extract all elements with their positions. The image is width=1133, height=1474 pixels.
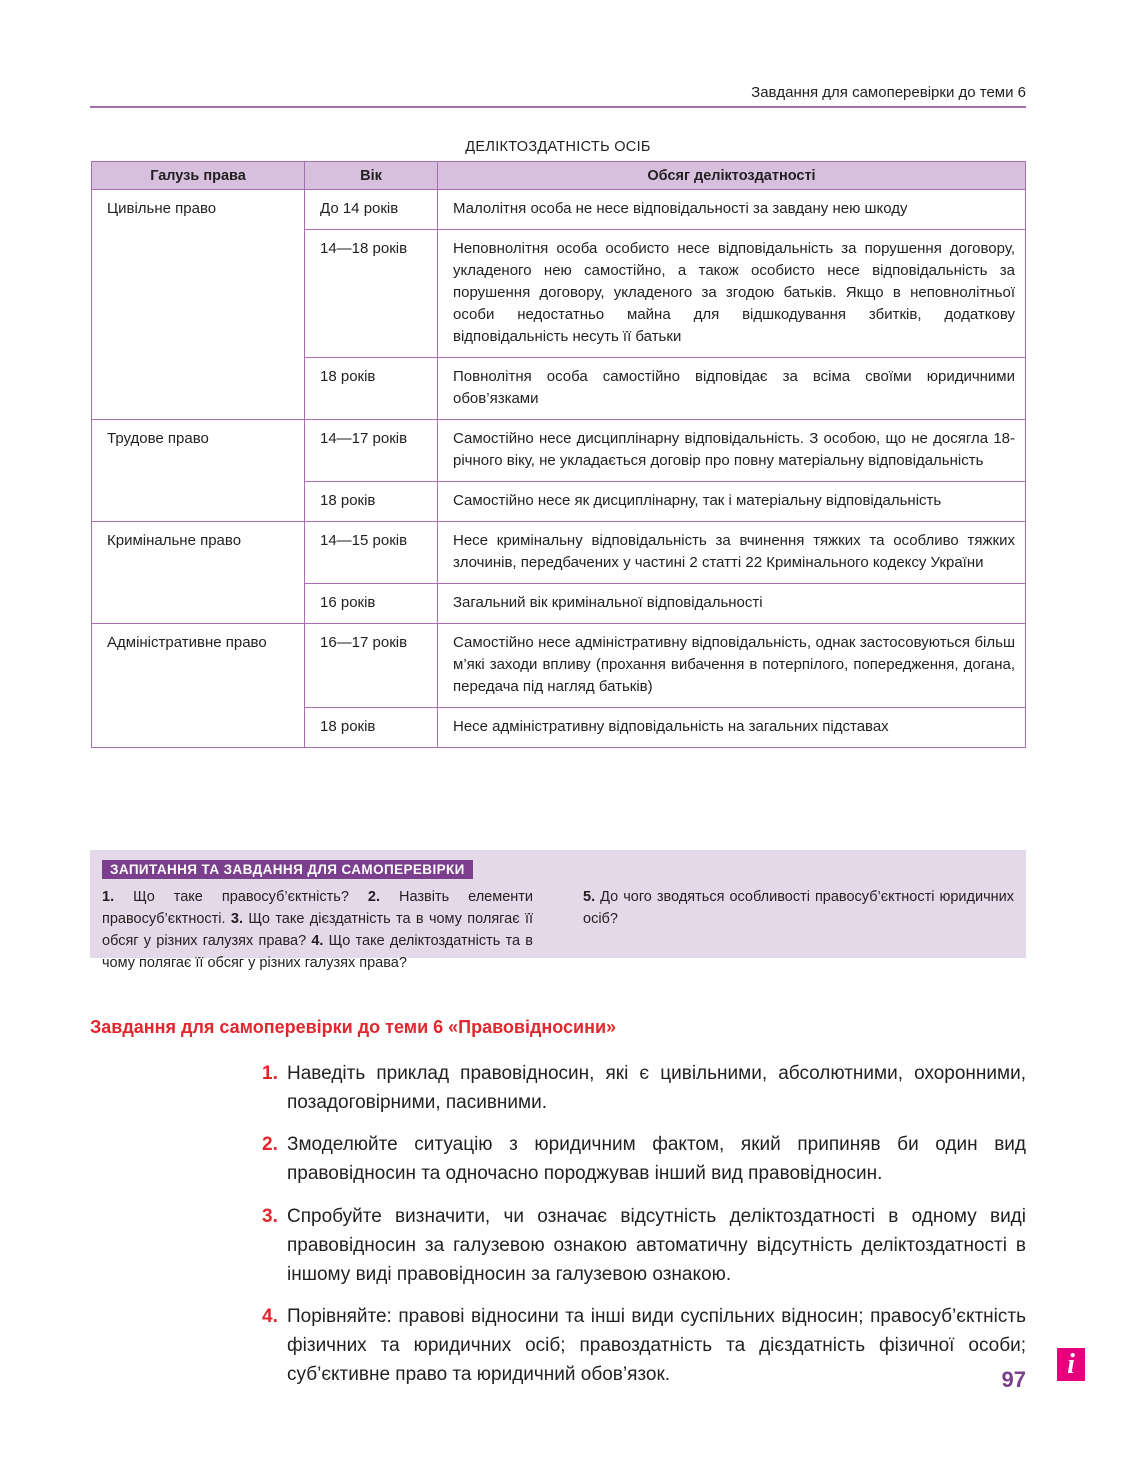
table-row — [92, 708, 1026, 748]
branch-cell: Кримінальне право — [92, 522, 305, 584]
table-row — [92, 482, 1026, 522]
column-header-branch: Галузь права — [92, 162, 305, 190]
question-number: 3. — [230, 911, 243, 927]
branch-cell-empty — [92, 482, 305, 522]
age-cell: 18 років — [305, 708, 438, 748]
scope-cell: Малолітня особа не несе відповідальності за завдану нею шкоду — [438, 190, 1026, 230]
table-header-row — [92, 162, 1026, 190]
running-header: Завдання для самоперевірки до теми 6 — [751, 84, 1026, 101]
age-cell: 14—15 років — [305, 522, 438, 584]
branch-cell-empty — [92, 584, 305, 624]
table-row — [92, 358, 1026, 420]
scope-cell: Несе кримінальну відповідальність за вчинення тяжких та особливо тяжких злочинів, передбачених у частині 2 статті 22 Кримінального кодексу України — [438, 522, 1026, 584]
task-number: 4. — [262, 1306, 278, 1327]
table-row — [92, 522, 1026, 584]
question-number: 1. — [102, 889, 115, 905]
branch-cell-empty — [92, 230, 305, 358]
table-row — [92, 624, 1026, 708]
age-cell: 14—17 років — [305, 420, 438, 482]
questions-column-right — [583, 886, 1014, 930]
table-caption: ДЕЛІКТОЗДАТНІСТЬ ОСІБ — [465, 139, 651, 155]
scope-cell: Загальний вік кримінальної відповідальності — [438, 584, 1026, 624]
question-text: Назвіть елементи правосуб’єктності. — [102, 889, 534, 927]
question-text: До чого зводяться особливості правосуб’єктності юридичних осіб? — [583, 889, 1014, 927]
scope-cell: Неповнолітня особа особисто несе відповідальність за порушення договору, укладеного нею самостійно, а також особисто несе відповідальність за порушення договору, укладеного за згодою батьків. Якщо в неповнолітньої особи недостатньо майна для відшкодування збитків, додаткову відповідальність несуть її батьки — [438, 230, 1026, 358]
age-cell: До 14 років — [305, 190, 438, 230]
info-icon: i — [1057, 1348, 1085, 1381]
task-number: 3. — [262, 1206, 278, 1227]
task-item — [262, 1202, 1026, 1289]
delict-capacity-table — [91, 161, 1026, 748]
branch-cell: Адміністративне право — [92, 624, 305, 708]
self-check-questions-box — [90, 850, 1026, 971]
age-cell: 14—18 років — [305, 230, 438, 358]
branch-cell: Трудове право — [92, 420, 305, 482]
age-cell: 18 років — [305, 358, 438, 420]
section-title: Завдання для самоперевірки до теми 6 «Правовідносини» — [90, 1017, 617, 1037]
table-row — [92, 420, 1026, 482]
scope-cell: Самостійно несе адміністративну відповідальність, однак застосовуються більш м’які заходи впливу (прохання вибачення в потерпілого, попередження, догана, передача під нагляд батьків) — [438, 624, 1026, 708]
column-header-scope: Обсяг деліктоздатності — [438, 162, 1026, 190]
question-text: Що таке правосуб’єктність? — [133, 889, 349, 905]
questions-box-title: ЗАПИТАННЯ ТА ЗАВДАННЯ ДЛЯ САМОПЕРЕВІРКИ — [102, 860, 473, 879]
question-number: 5. — [583, 889, 596, 905]
questions-column-left — [102, 886, 533, 974]
task-text: Змоделюйте ситуацію з юридичним фактом, який припиняв би один вид правовідносин та одночасно породжував інший вид правовідносин. — [287, 1134, 1026, 1184]
task-text: Спробуйте визначити, чи означає відсутність деліктоздатності в одному виді правовідносин за галузевою ознакою автоматичну відсутність деліктоздатності в іншому виді правовідносин за галузевою ознакою. — [287, 1206, 1026, 1285]
page-number: 97 — [1001, 1367, 1026, 1392]
age-cell: 16 років — [305, 584, 438, 624]
task-number: 2. — [262, 1134, 278, 1155]
question-text: Що таке деліктоздатність та в чому полягає її обсяг у різних галузях права? — [102, 933, 533, 971]
branch-cell-empty — [92, 708, 305, 748]
age-cell: 16—17 років — [305, 624, 438, 708]
table-row — [92, 230, 1026, 358]
header-rule — [90, 106, 1026, 108]
task-number: 1. — [262, 1063, 278, 1084]
question-text: Що таке дієздатність та в чому полягає її обсяг у різних галузях права? — [102, 911, 534, 949]
task-text: Порівняйте: правові відносини та інші види суспільних відносин; правосуб’єктність фізичних та юридичних осіб; правоздатність та дієздатність фізичної особи; суб’єктивне право та юридичний обов’язок. — [287, 1306, 1026, 1385]
branch-cell-empty — [92, 358, 305, 420]
branch-cell: Цивільне право — [92, 190, 305, 230]
question-number: 2. — [367, 889, 380, 905]
question-number: 4. — [311, 933, 324, 949]
table-row — [92, 584, 1026, 624]
scope-cell: Несе адміністративну відповідальність на загальних підставах — [438, 708, 1026, 748]
scope-cell: Самостійно несе як дисциплінарну, так і матеріальну відповідальність — [438, 482, 1026, 522]
task-item — [262, 1059, 1026, 1117]
scope-cell: Повнолітня особа самостійно відповідає за всіма своїми юридичними обов’язками — [438, 358, 1026, 420]
task-text: Наведіть приклад правовідносин, які є цивільними, абсолютними, охоронними, позадоговірними, пасивними. — [287, 1063, 1026, 1113]
age-cell: 18 років — [305, 482, 438, 522]
task-item — [262, 1130, 1026, 1188]
column-header-age: Вік — [305, 162, 438, 190]
task-item — [262, 1302, 1026, 1389]
table-row — [92, 190, 1026, 230]
scope-cell: Самостійно несе дисциплінарну відповідальність. З особою, що не досягла 18-річного віку, не укладається договір про повну матеріальну відповідальність — [438, 420, 1026, 482]
